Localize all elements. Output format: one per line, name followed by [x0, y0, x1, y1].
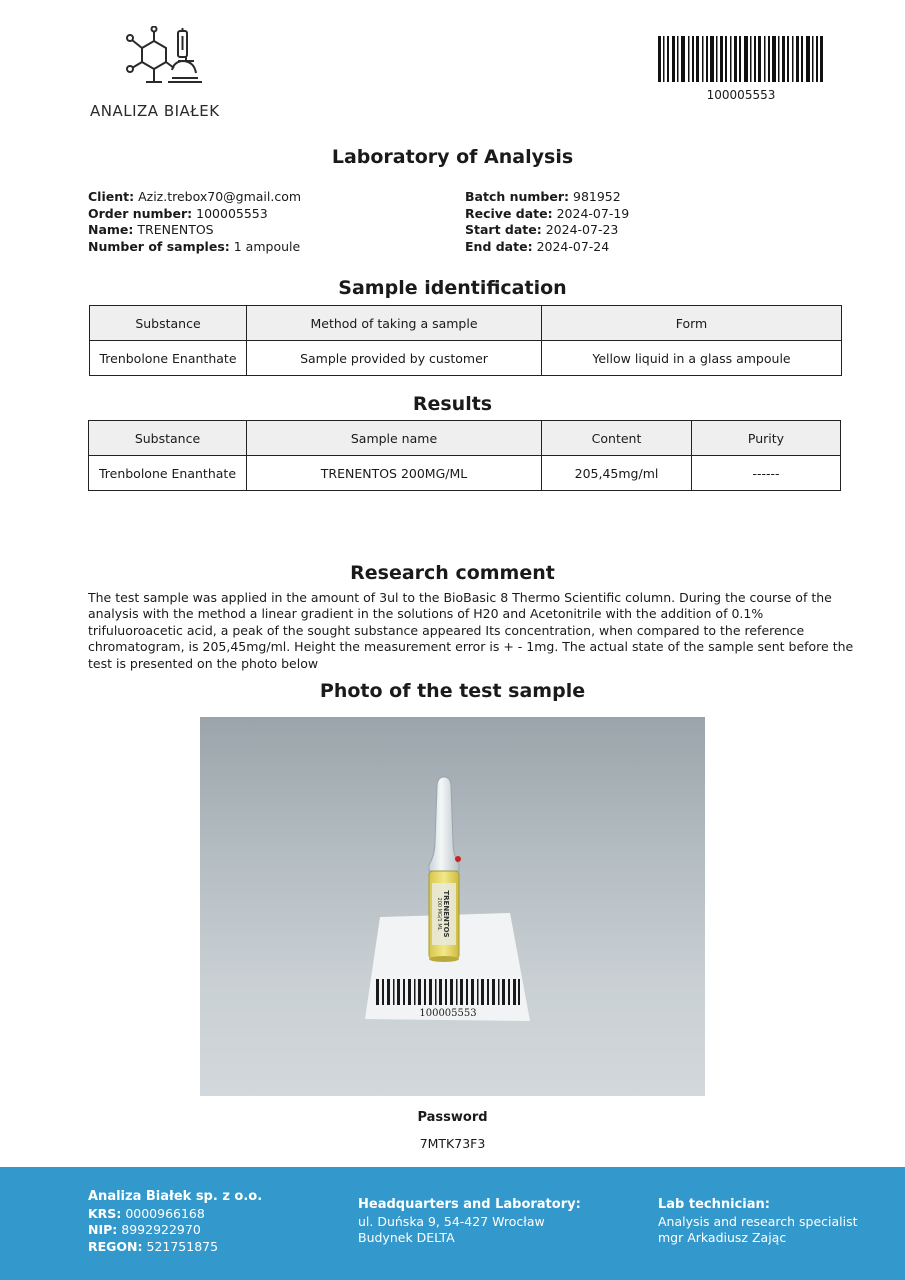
- end-label: End date:: [465, 238, 533, 254]
- receive-row: [465, 206, 629, 223]
- table-cell: TRENENTOS 200MG/ML: [247, 456, 542, 491]
- client-info: [88, 189, 301, 255]
- table-header-cell: Method of taking a sample: [247, 306, 542, 341]
- footer-headquarters: [358, 1197, 581, 1247]
- footer-company: [88, 1189, 262, 1255]
- nip-value: 8992922970: [121, 1222, 201, 1237]
- table-row: [90, 341, 842, 376]
- results-title: Results: [412, 393, 493, 415]
- sample-identification-title: Sample identification: [338, 277, 567, 299]
- card-barcode-number: 100005553: [419, 1008, 477, 1019]
- barcode-graphic: [658, 36, 824, 82]
- regon-label: REGON:: [88, 1238, 143, 1254]
- samples-value: 1 ampoule: [233, 238, 301, 254]
- ampoule-illustration: [200, 717, 705, 1096]
- molecule-microscope-icon: [122, 26, 204, 96]
- photo-title: Photo of the test sample: [319, 680, 586, 702]
- table-cell: 205,45mg/ml: [542, 456, 692, 491]
- tech-title: Lab technician:: [658, 1197, 770, 1212]
- table-row: [89, 456, 841, 491]
- table-header-row: [90, 306, 842, 341]
- samples-row: [88, 239, 301, 256]
- tech-name: mgr Arkadiusz Zając: [658, 1230, 787, 1245]
- nip-row: [88, 1222, 262, 1239]
- start-label: Start date:: [465, 222, 542, 237]
- batch-value: 981952: [573, 189, 621, 204]
- table-header-cell: Form: [542, 306, 842, 341]
- batch-info: [465, 189, 629, 255]
- hq-building: Budynek DELTA: [358, 1230, 455, 1245]
- order-row: [88, 206, 301, 223]
- name-row: [88, 222, 301, 239]
- order-value: 100005553: [196, 205, 268, 221]
- hq-title: Headquarters and Laboratory:: [358, 1197, 581, 1212]
- password-label: Password: [417, 1110, 488, 1125]
- batch-label: Batch number:: [465, 189, 570, 204]
- logo-text: ANALIZA BIAŁEK: [90, 102, 220, 120]
- nip-label: NIP:: [88, 1222, 118, 1237]
- page-title: Laboratory of Analysis: [331, 146, 574, 168]
- table-header-row: [89, 421, 841, 456]
- ampoule-label-name: TRENENTOS: [442, 890, 450, 938]
- end-value: 2024-07-24: [536, 238, 610, 254]
- research-comment-title: Research comment: [350, 562, 555, 584]
- header-barcode: [658, 36, 824, 106]
- table-cell: ------: [692, 456, 841, 491]
- company-logo: [88, 26, 248, 126]
- krs-row: [88, 1206, 262, 1223]
- table-cell: Sample provided by customer: [247, 341, 542, 376]
- name-label: Name:: [88, 222, 134, 237]
- table-header-cell: Substance: [89, 421, 247, 456]
- client-row: [88, 189, 301, 206]
- barcode-number: 100005553: [706, 88, 776, 102]
- krs-value: 0000966168: [125, 1205, 205, 1221]
- receive-label: Recive date:: [465, 205, 553, 221]
- table-header-cell: Substance: [90, 306, 247, 341]
- sample-identification-table: [89, 305, 842, 376]
- ampoule-label-dose: 200 MG/1 ML: [436, 897, 442, 931]
- results-table: [88, 420, 841, 491]
- regon-value: 521751875: [146, 1238, 219, 1254]
- client-value: Aziz.trebox70@gmail.com: [138, 189, 302, 204]
- company-name: Analiza Białek sp. z o.o.: [88, 1189, 263, 1204]
- footer: [0, 1167, 905, 1280]
- sample-photo: [200, 717, 705, 1096]
- table-cell: Yellow liquid in a glass ampoule: [542, 341, 842, 376]
- hq-address: ul. Duńska 9, 54-427 Wrocław: [358, 1213, 545, 1229]
- krs-label: KRS:: [88, 1205, 122, 1221]
- password-value: 7MTK73F3: [419, 1136, 486, 1151]
- client-label: Client:: [88, 189, 135, 204]
- receive-value: 2024-07-19: [556, 205, 630, 221]
- tech-role: Analysis and research specialist: [658, 1213, 858, 1229]
- table-header-cell: Content: [542, 421, 692, 456]
- regon-row: [88, 1239, 262, 1256]
- end-row: [465, 239, 629, 256]
- start-value: 2024-07-23: [545, 222, 619, 237]
- samples-label: Number of samples:: [88, 238, 230, 254]
- order-label: Order number:: [88, 205, 193, 221]
- table-header-cell: Purity: [692, 421, 841, 456]
- research-comment-text: The test sample was applied in the amount of 3ul to the BioBasic 8 Thermo Scientific column. During the course of the analysis with the method a linear gradient in the solutions of H20 and Acetonitrile with the addition of 0.1% trifuluoroacetic acid, a peak of the sought substance appeared Its concentration, when compared to the reference chromatogram, is 205,45mg/ml. Height the measurement error is + - 1mg. The actual state of the sample sent before the test is presented on the photo below: [88, 590, 854, 671]
- table-cell: Trenbolone Enanthate: [89, 456, 247, 491]
- footer-technician: [658, 1197, 858, 1247]
- batch-row: [465, 189, 629, 206]
- start-row: [465, 222, 629, 239]
- table-header-cell: Sample name: [247, 421, 542, 456]
- name-value: TRENENTOS: [137, 222, 214, 237]
- table-cell: Trenbolone Enanthate: [90, 341, 247, 376]
